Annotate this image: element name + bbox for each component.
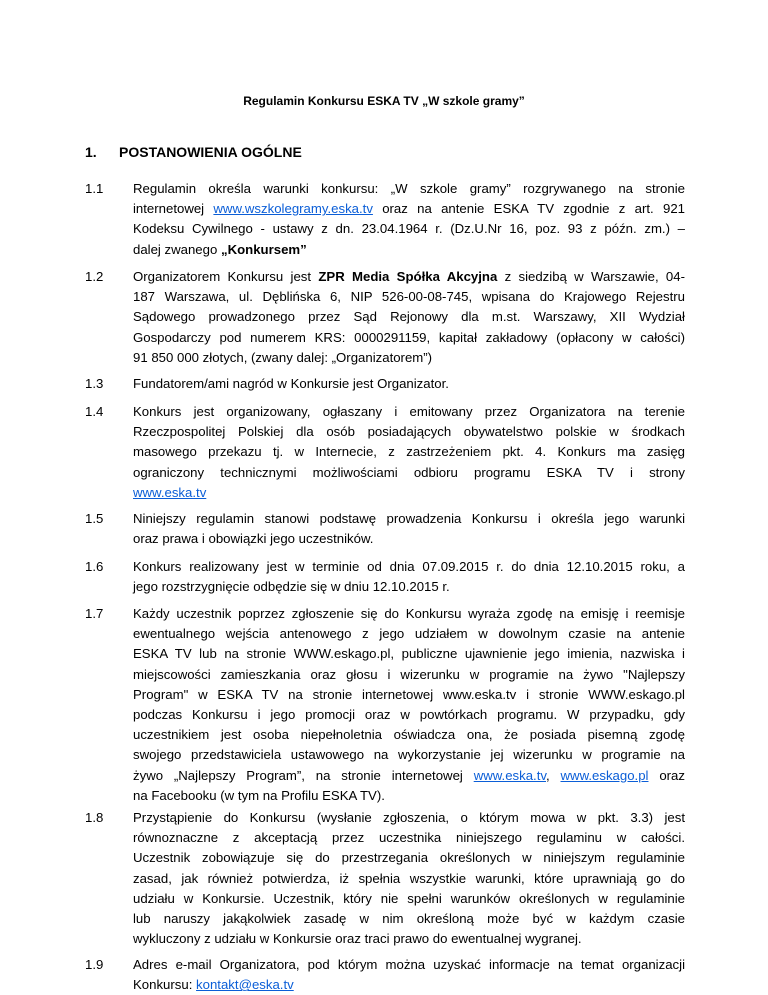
document-title: Regulamin Konkursu ESKA TV „W szkole gramy”	[243, 94, 525, 108]
section-title: POSTANOWIENIA OGÓLNE	[119, 144, 302, 160]
paragraph-line: jego rozstrzygnięcie odbędzie się w dniu 12.10.2015 r.	[133, 579, 450, 595]
paragraph-line: internetowej www.wszkolegramy.eska.tv oraz na antenie ESKA TV zgodnie z art. 921	[133, 201, 685, 217]
paragraph-text	[133, 604, 685, 806]
paragraph-line: dalej zwanego „Konkursem”	[133, 241, 307, 257]
hyperlink[interactable]: kontakt@eska.tv	[196, 977, 294, 993]
paragraph-line: Konkursu: kontakt@eska.tv	[133, 977, 294, 993]
paragraph-number: 1.3	[85, 376, 104, 391]
paragraph-number: 1.8	[85, 810, 104, 825]
paragraph-number: 1.4	[85, 404, 104, 419]
section-number: 1.	[85, 144, 97, 160]
paragraph-line: Konkurs jest organizowany, ogłaszany i emitowany przez Organizatora na terenie	[133, 404, 685, 419]
paragraph-text	[133, 179, 685, 260]
paragraph-text	[133, 955, 685, 995]
paragraph-number: 1.2	[85, 269, 104, 284]
paragraph-text	[133, 402, 685, 503]
paragraph-line: ESKA TV lub na stronie WWW.eskago.pl, publiczne ujawnienie jego imienia, nazwiska i	[133, 646, 685, 662]
paragraph-line: swojego przedstawiciela ustawowego na wykorzystanie jej wizerunku w programie na	[133, 747, 685, 763]
paragraph-line: Kodeksu Cywilnego - ustawy z dn. 23.04.1964 r. (Dz.U.Nr 16, poz. 93 z późn. zm.) –	[133, 221, 685, 237]
paragraph-line: Gospodarczy pod numerem KRS: 0000291159, kapitał zakładowy (opłacony w całości)	[133, 329, 685, 345]
hyperlink[interactable]: www.eska.tv	[473, 767, 546, 783]
paragraph-line: Niniejszy regulamin stanowi podstawę prowadzenia Konkursu i określa jego warunki	[133, 511, 685, 526]
paragraph-1-6	[85, 557, 685, 597]
paragraph-number: 1.5	[85, 511, 104, 526]
paragraph-1-7	[85, 604, 685, 806]
hyperlink[interactable]: www.eskago.pl	[560, 767, 649, 783]
paragraph-line: równoznaczne z akceptacją przez uczestnika niniejszego regulaminu w całości.	[133, 830, 685, 846]
hyperlink[interactable]: www.wszkolegramy.eska.tv	[213, 201, 373, 217]
paragraph-line: wykluczony z udziału w Konkursie oraz traci prawo do ewentualnej wygranej.	[133, 931, 582, 947]
paragraph-1-1	[85, 179, 685, 260]
paragraph-line: ewentualnego wejścia antenowego z jego udziałem w dowolnym czasie na antenie	[133, 626, 685, 642]
paragraph-line: Przystąpienie do Konkursu (wysłanie zgłoszenia, o którym mowa w pkt. 3.3) jest	[133, 810, 685, 825]
paragraph-line: żywo „Najlepszy Program”, na stronie internetowej www.eska.tv, www.eskago.pl oraz	[133, 767, 685, 783]
paragraph-text	[133, 557, 685, 597]
paragraph-text	[133, 267, 685, 368]
paragraph-number: 1.9	[85, 957, 104, 972]
paragraph-line: Fundatorem/ami nagród w Konkursie jest Organizator.	[133, 376, 449, 391]
bold-text: ZPR Media Spółka Akcyjna	[318, 269, 498, 284]
paragraph-line	[133, 483, 685, 503]
paragraph-line: Rzeczpospolitej Polskiej dla osób posiadających obywatelstwo polskie w środkach	[133, 424, 685, 440]
paragraph-number: 1.7	[85, 606, 104, 621]
paragraph-line: masowego przekazu tj. w Internecie, z zastrzeżeniem pkt. 4. Konkurs ma zasięg	[133, 444, 685, 460]
paragraph-line: Każdy uczestnik poprzez zgłoszenie się do Konkursu wyraża zgodę na emisję i reemisje	[133, 606, 685, 621]
section-heading	[85, 144, 302, 160]
paragraph-line: na Facebooku (w tym na Profilu ESKA TV).	[133, 787, 385, 803]
paragraph-line: Program" w ESKA TV na stronie internetowej www.eska.tv i stronie WWW.eskago.pl	[133, 686, 685, 702]
paragraph-line: uczestnikiem jest osoba niepełnoletnia oświadcza ona, że posiada pisemną zgodę	[133, 727, 685, 743]
paragraph-line: Sądowego prowadzonego przez Sąd Rejonowy dla m.st. Warszawy, XII Wydział	[133, 309, 685, 325]
paragraph-1-9	[85, 955, 685, 995]
paragraph-line: Uczestnik zobowiązuje się do przestrzegania określonych w niniejszym regulaminie	[133, 850, 685, 866]
paragraph-line: 91 850 000 złotych, (zwany dalej: „Organizatorem”)	[133, 349, 433, 365]
paragraph-number: 1.1	[85, 181, 104, 196]
paragraph-1-4	[85, 402, 685, 503]
hyperlink[interactable]: www.eska.tv	[133, 484, 207, 500]
paragraph-line: miejscowości zamieszkania oraz głosu i wizerunku w programie na żywo "Najlepszy	[133, 666, 685, 682]
bold-text: „Konkursem”	[220, 241, 307, 257]
paragraph-text	[133, 374, 685, 394]
paragraph-line: Konkurs realizowany jest w terminie od dnia 07.09.2015 r. do dnia 12.10.2015 roku, a	[133, 559, 685, 574]
paragraph-1-2	[85, 267, 685, 368]
paragraph-line: Organizatorem Konkursu jest ZPR Media Spółka Akcyjna z siedzibą w Warszawie, 04-	[133, 269, 685, 284]
paragraph-line: ograniczony technicznymi możliwościami odbioru programu ESKA TV i strony	[133, 464, 685, 480]
paragraph-line: 187 Warszawa, ul. Dęblińska 6, NIP 526-00-08-745, wpisana do Krajowego Rejestru	[133, 289, 685, 305]
paragraph-text	[133, 509, 685, 549]
paragraph-line: podczas Konkursu i jego promocji oraz w powtórkach programu. W przypadku, gdy	[133, 707, 685, 723]
paragraph-text	[133, 808, 685, 949]
paragraph-line: udziału w Konkursie. Uczestnik, który nie spełni warunków określonych w regulaminie	[133, 890, 685, 906]
paragraph-1-5	[85, 509, 685, 549]
paragraph-line: Regulamin określa warunki konkursu: „W szkole gramy” rozgrywanego na stronie	[133, 181, 685, 196]
paragraph-line: Adres e-mail Organizatora, pod którym można uzyskać informacje na temat organizacji	[133, 957, 685, 972]
paragraph-number: 1.6	[85, 559, 104, 574]
paragraph-1-8	[85, 808, 685, 949]
paragraph-line: lub naruszy jakąkolwiek zasadę w nim określoną może być w każdym czasie	[133, 911, 685, 927]
paragraph-line: zasad, jak również potwierdza, iż spełnia wszystkie warunki, które uprawniają go do	[133, 870, 685, 886]
paragraph-1-3	[85, 374, 685, 394]
paragraph-line: oraz prawa i obowiązki jego uczestników.	[133, 531, 374, 547]
